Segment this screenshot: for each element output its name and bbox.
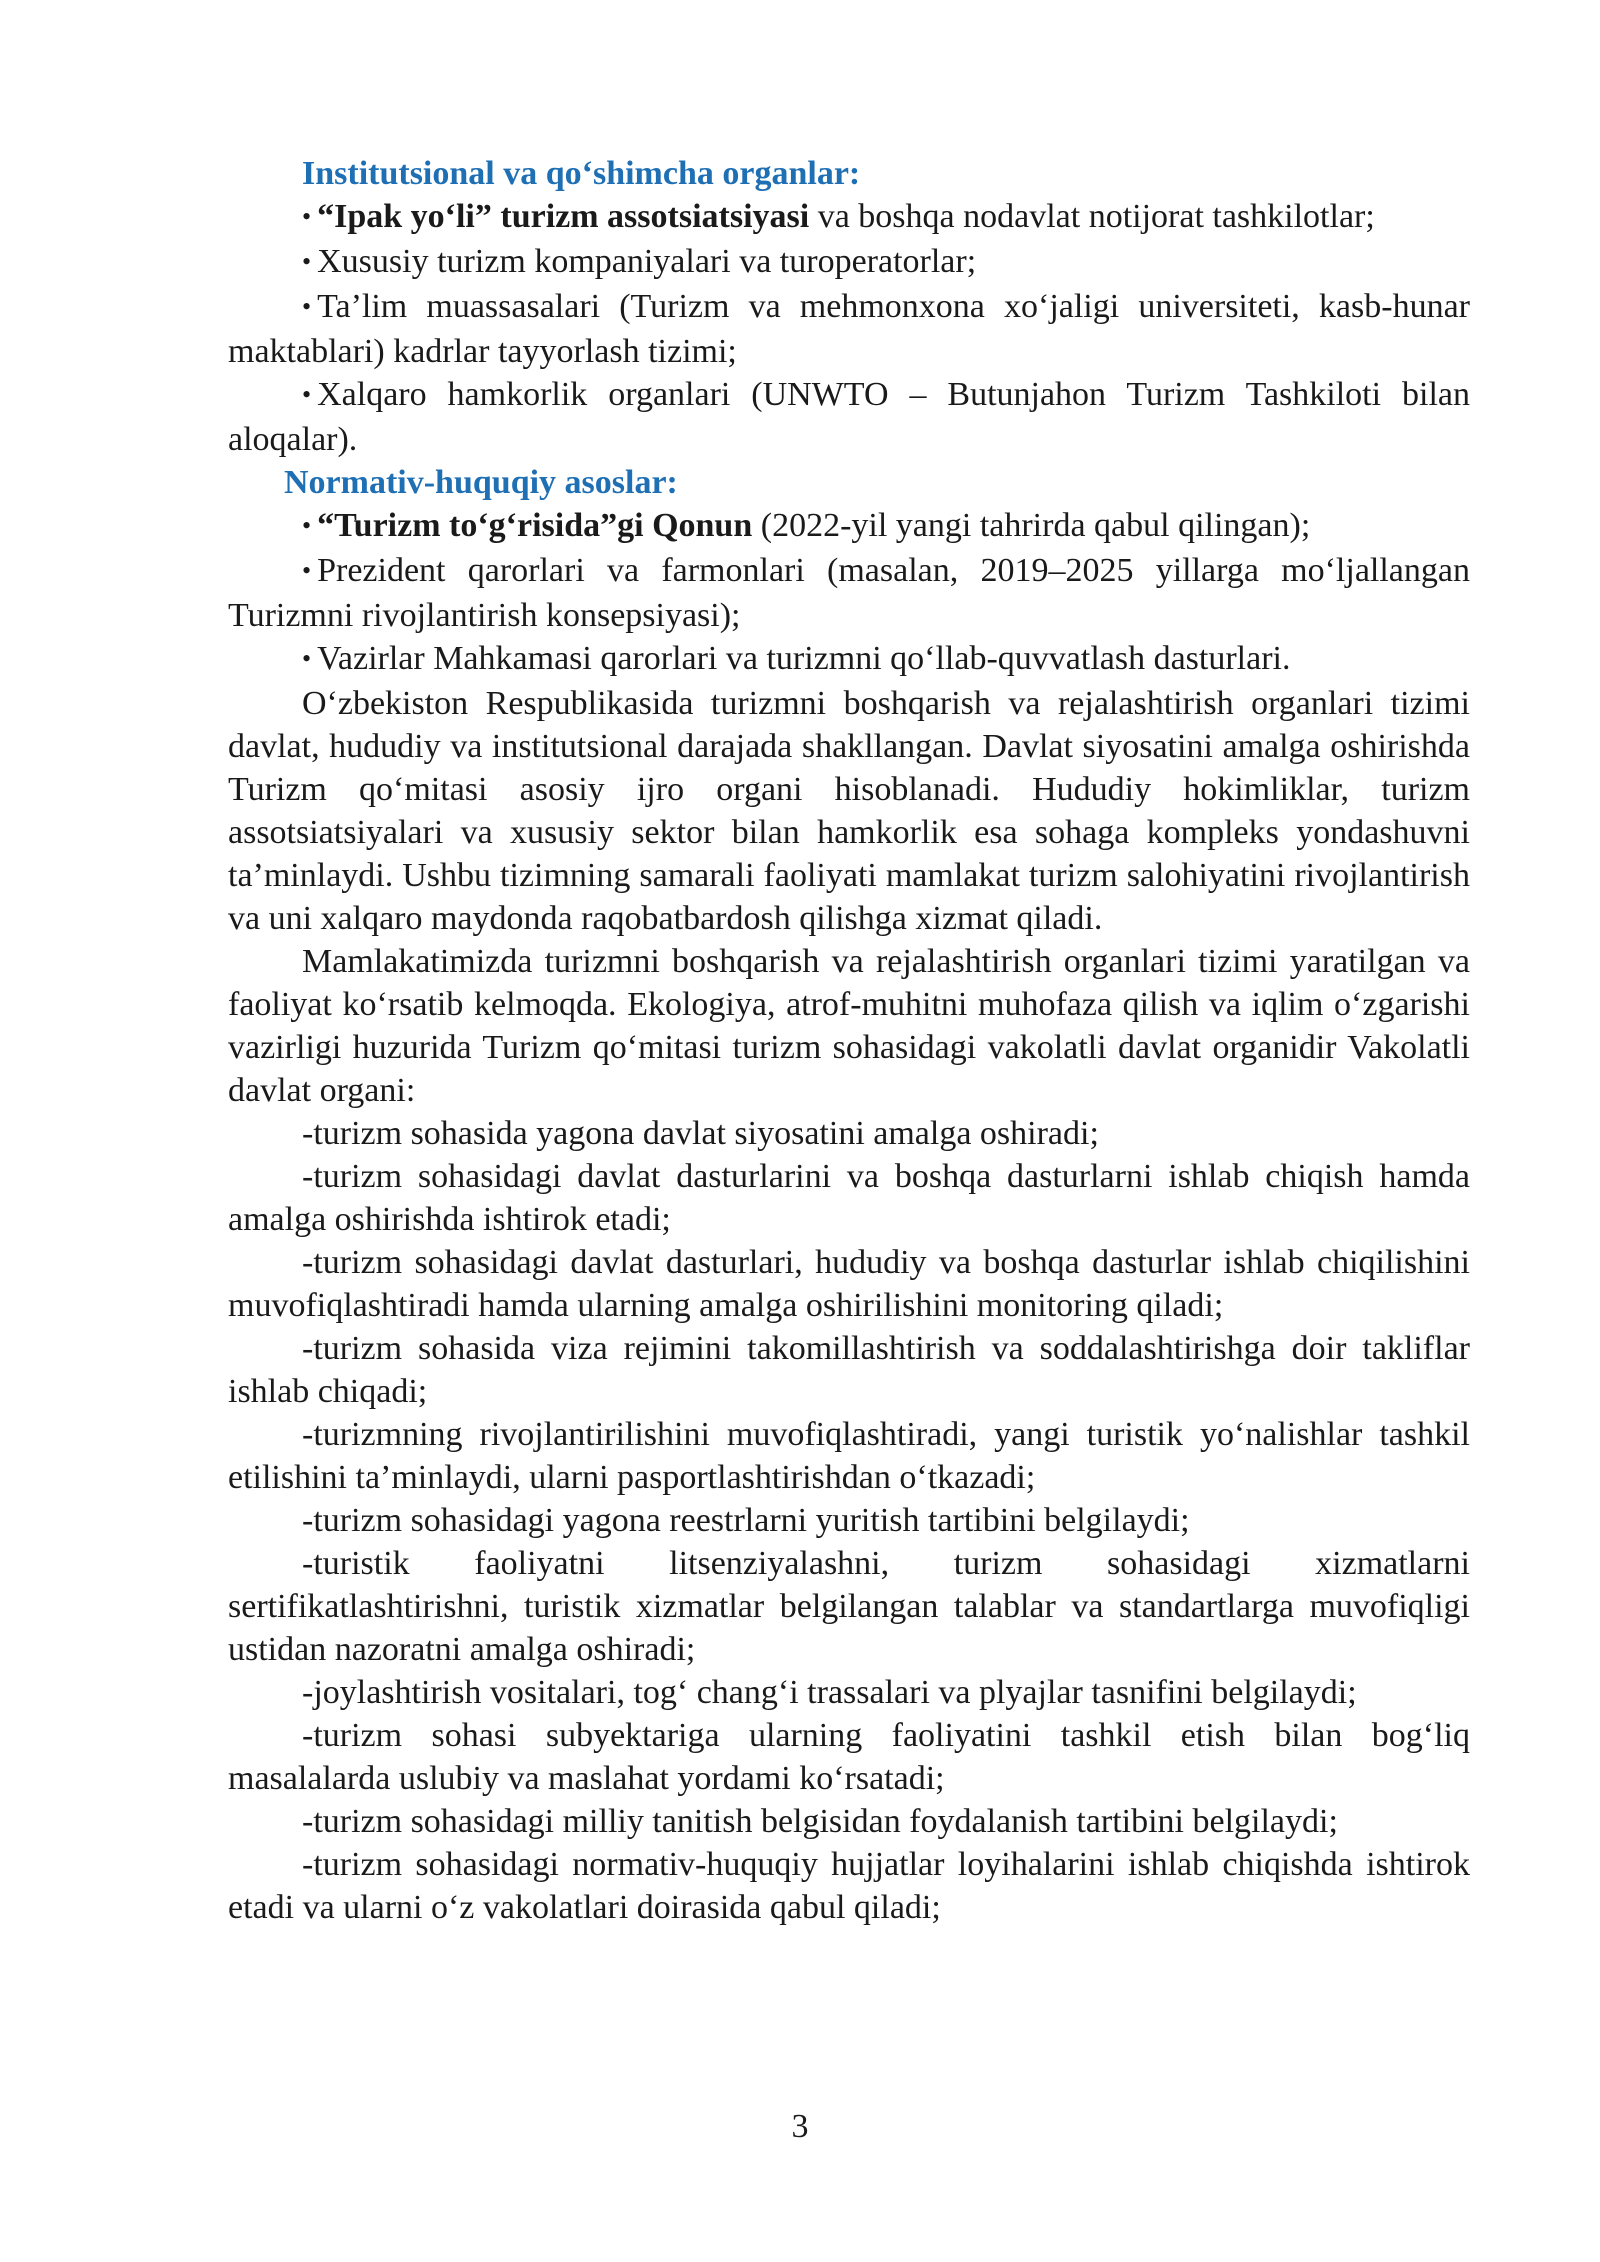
list-item-text: Xalqaro hamkorlik organlari (UNWTO – Butunjahon Turizm Tashkiloti bilan aloqalar). [228, 376, 1470, 458]
duty-item: -turizm sohasidagi normativ-huquqiy hujjatlar loyihalarini ishlab chiqishda ishtirok etadi va ularni o‘z vakolatlari doirasida qabul qiladi; [228, 1846, 1470, 1926]
list-item-text: Xususiy turizm kompaniyalari va turoperatorlar; [317, 243, 977, 280]
list-item [228, 373, 1470, 461]
duty-item: -turizm sohasida viza rejimini takomillashtirish va soddalashtirishga doir takliflar ishlab chiqadi; [228, 1330, 1470, 1410]
list-item-bold: “Turizm to‘g‘risida”gi Qonun [317, 507, 753, 544]
duty-item: -turizm sohasidagi davlat dasturlari, hududiy va boshqa dasturlar ishlab chiqilishini muvofiqlashtiradi hamda ularning amalga oshirilishini monitoring qiladi; [228, 1244, 1470, 1324]
list-item-text: Ta’lim muassasalari (Turizm va mehmonxona xo‘jaligi universiteti, kasb-hunar maktablari) kadrlar tayyorlash tizimi; [228, 288, 1470, 370]
list-item [228, 504, 1470, 549]
body-paragraph: Mamlakatimizda turizmni boshqarish va rejalashtirish organlari tizimi yaratilgan va faoliyat ko‘rsatib kelmoqda. Ekologiya, atrof-muhitni muhofaza qilish va iqlim o‘zgarishi vazirligi huzurida Turizm qo‘mitasi turizm sohasidagi vakolatli davlat organidir Vakolatli davlat organi: [228, 943, 1470, 1109]
duty-item: -turizm sohasi subyektariga ularning faoliyatini tashkil etish bilan bog‘liq masalalarda uslubiy va maslahat yordami ko‘rsatadi; [228, 1717, 1470, 1797]
list-item [228, 285, 1470, 373]
duty-item: -turistik faoliyatni litsenziyalashni, turizm sohasidagi xizmatlarni sertifikatlashtirishni, turistik xizmatlar belgilangan talablar va standartlarga muvofiqligi ustidan nazoratni amalga oshiradi; [228, 1545, 1470, 1668]
list-item-bold: “Ipak yo‘li” turizm assotsiatsiyasi [317, 198, 810, 235]
list-item [228, 549, 1470, 637]
heading-normative: Normativ-huquqiy asoslar: [284, 464, 678, 501]
list-item [228, 240, 1470, 285]
page-number: 3 [791, 2108, 809, 2145]
body-paragraph: O‘zbekiston Respublikasida turizmni boshqarish va rejalashtirish organlari tizimi davlat, hududiy va institutsional darajada shakllangan. Davlat siyosatini amalga oshirishda Turizm qo‘mitasi asosiy ijro organi hisoblanadi. Hududiy hokimliklar, turizm assotsiatsiyalari va xususiy sektor bilan hamkorlik esa sohaga kompleks yondashuvni ta’minlaydi. Ushbu tizimning samarali faoliyati mamlakat turizm salohiyatini rivojlantirish va uni xalqaro maydonda raqobatbardosh qilishga xizmat qiladi. [228, 685, 1470, 937]
duty-item: -joylashtirish vositalari, tog‘ chang‘i trassalari va plyajlar tasnifini belgilaydi; [302, 1674, 1357, 1711]
list-item [228, 637, 1470, 682]
heading-institutional: Institutsional va qo‘shimcha organlar: [302, 155, 861, 192]
duty-item: -turizm sohasida yagona davlat siyosatini amalga oshiradi; [302, 1115, 1099, 1152]
duty-item: -turizm sohasidagi milliy tanitish belgisidan foydalanish tartibini belgilaydi; [302, 1803, 1338, 1840]
duty-item: -turizmning rivojlantirilishini muvofiqlashtiradi, yangi turistik yo‘nalishlar tashkil etilishini ta’minlaydi, ularni pasportlashtirishdan o‘tkazadi; [228, 1416, 1470, 1496]
list-item-text: (2022-yil yangi tahrirda qabul qilingan); [752, 507, 1311, 544]
list-item-text: Vazirlar Mahkamasi qarorlari va turizmni qo‘llab-quvvatlash dasturlari. [317, 640, 1291, 677]
list-item-text: Prezident qarorlari va farmonlari (masalan, 2019–2025 yillarga mo‘ljallangan Turizmni rivojlantirish konsepsiyasi); [228, 552, 1470, 634]
list-item-text: va boshqa nodavlat notijorat tashkilotlar; [809, 198, 1375, 235]
page-body [228, 152, 1470, 1929]
duty-item: -turizm sohasidagi yagona reestrlarni yuritish tartibini belgilaydi; [302, 1502, 1190, 1539]
list-item [228, 195, 1470, 240]
duty-item: -turizm sohasidagi davlat dasturlarini va boshqa dasturlarni ishlab chiqish hamda amalga oshirishda ishtirok etadi; [228, 1158, 1470, 1238]
